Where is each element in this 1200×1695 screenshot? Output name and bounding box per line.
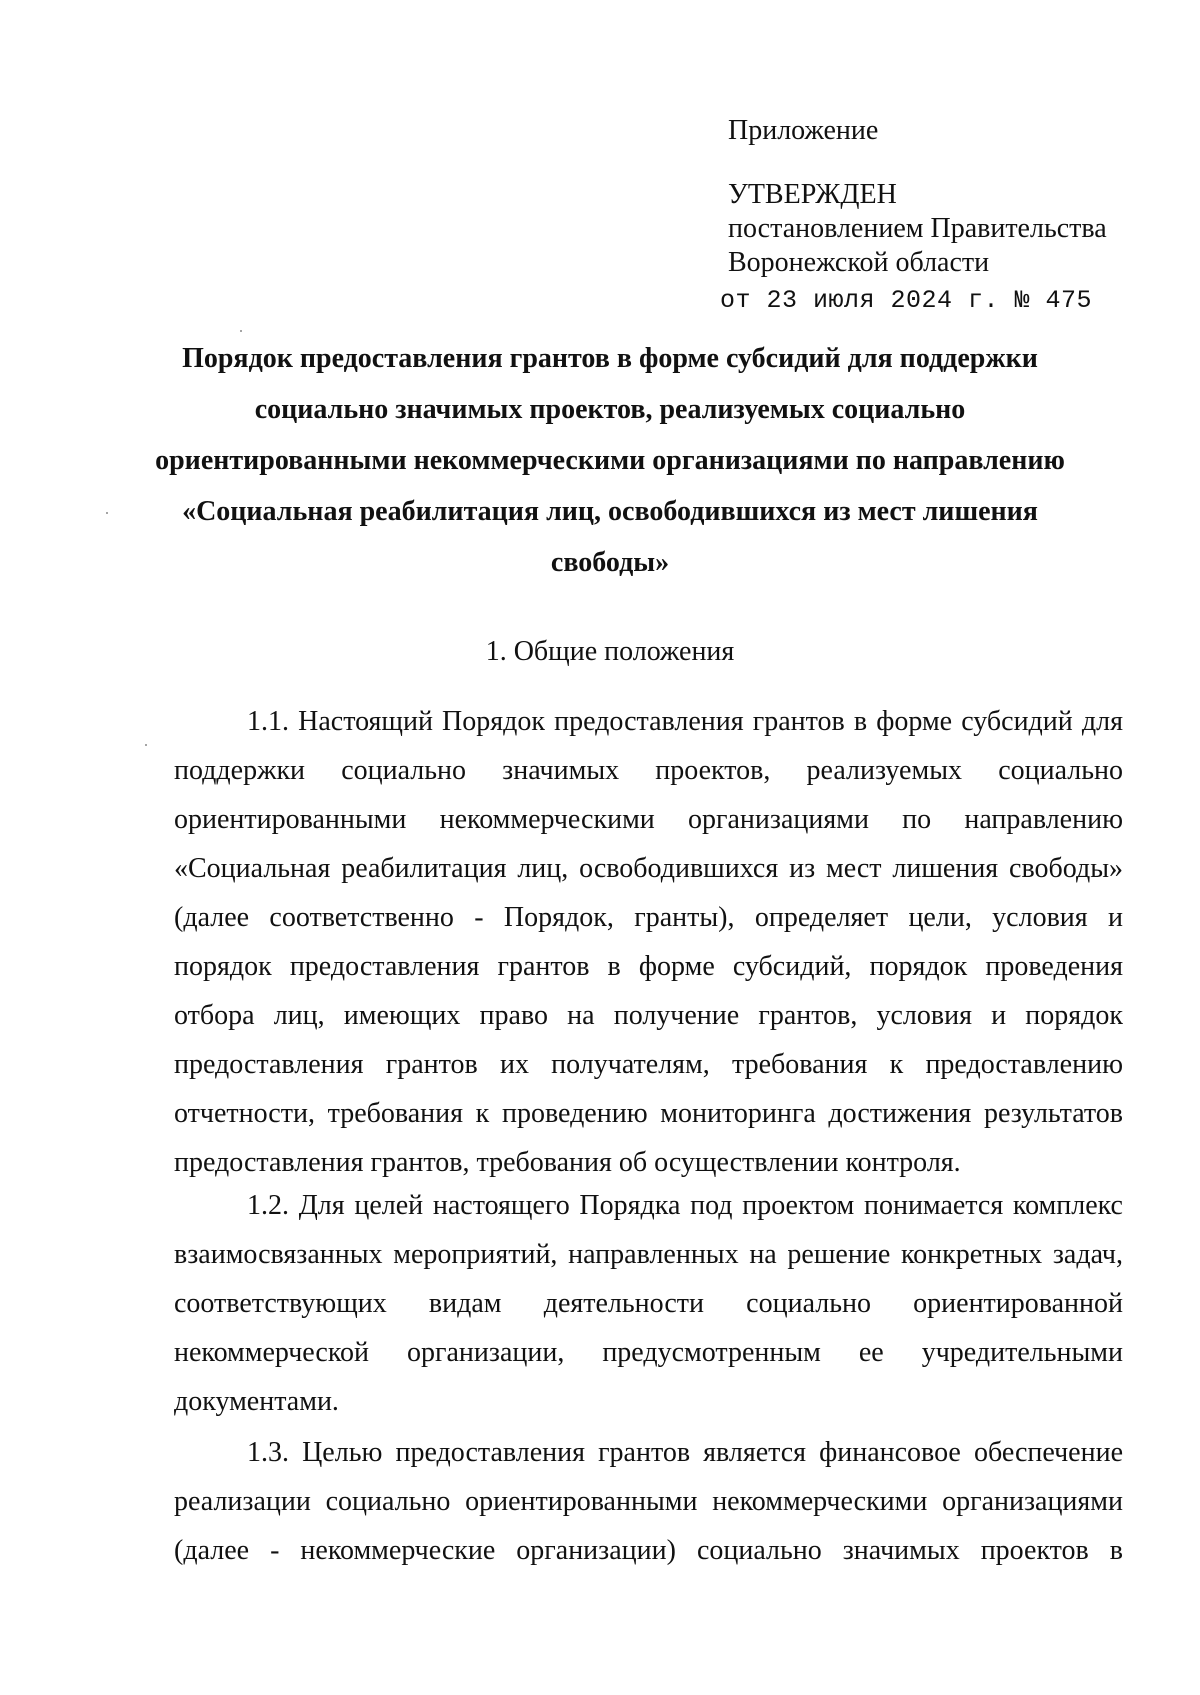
- paragraph-line: соответствующих видам деятельности социально ориентированной: [174, 1288, 1123, 1319]
- paragraph-line: (далее соответственно - Порядок, гранты), определяет цели, условия и: [174, 902, 1123, 933]
- scan-speck: [145, 744, 147, 746]
- paragraph-line: ориентированными некоммерческими организациями по направлению: [174, 804, 1123, 835]
- paragraph-line: отчетности, требования к проведению мониторинга достижения результатов: [174, 1098, 1123, 1129]
- paragraph-line: поддержки социально значимых проектов, реализуемых социально: [174, 755, 1123, 786]
- section-heading: 1. Общие положения: [485, 636, 735, 667]
- appendix-label: Приложение: [728, 115, 879, 146]
- approved-stamp-text: УТВЕРЖДЕН: [728, 179, 897, 210]
- scan-speck: [240, 330, 242, 332]
- region-line: Воронежской области: [728, 247, 990, 278]
- paragraph-line: взаимосвязанных мероприятий, направленных на решение конкретных задач,: [174, 1239, 1123, 1270]
- paragraph-line: документами.: [174, 1386, 339, 1417]
- paragraph-line: «Социальная реабилитация лиц, освободившихся из мест лишения свободы»: [174, 853, 1123, 884]
- paragraph-line: 1.2. Для целей настоящего Порядка под проектом понимается комплекс: [247, 1190, 1123, 1221]
- paragraph-line: 1.3. Целью предоставления грантов является финансовое обеспечение: [247, 1437, 1123, 1468]
- paragraph-line: некоммерческой организации, предусмотренным ее учредительными: [174, 1337, 1123, 1368]
- paragraph-line: предоставления грантов, требования об осуществлении контроля.: [174, 1147, 961, 1178]
- title-line: социально значимых проектов, реализуемых социально: [254, 394, 966, 425]
- decree-line: постановлением Правительства: [728, 213, 1107, 244]
- paragraph-line: реализации социально ориентированными некоммерческими организациями: [174, 1486, 1123, 1517]
- paragraph-line: порядок предоставления грантов в форме субсидий, порядок проведения: [174, 951, 1123, 982]
- paragraph-1-2: [174, 1181, 1123, 1426]
- title-line: ориентированными некоммерческими организациями по направлению: [155, 445, 1065, 476]
- paragraph-line: отбора лиц, имеющих право на получение грантов, условия и порядок: [174, 1000, 1123, 1031]
- document-title: [150, 333, 1070, 588]
- title-line: Порядок предоставления грантов в форме субсидий для поддержки: [182, 343, 1038, 374]
- paragraph-line: 1.1. Настоящий Порядок предоставления грантов в форме субсидий для: [247, 706, 1123, 737]
- paragraph-1-3: [174, 1428, 1123, 1575]
- paragraph-line: предоставления грантов их получателям, требования к предоставлению: [174, 1049, 1123, 1080]
- title-line: свободы»: [550, 547, 670, 578]
- paragraph-1-1: [174, 697, 1123, 1187]
- scan-speck: [106, 512, 108, 514]
- decree-date: от 23 июля 2024 г. № 475: [720, 286, 1093, 315]
- paragraph-line: (далее - некоммерческие организации) социально значимых проектов в: [174, 1535, 1123, 1566]
- title-line: «Социальная реабилитация лиц, освободившихся из мест лишения: [182, 496, 1038, 527]
